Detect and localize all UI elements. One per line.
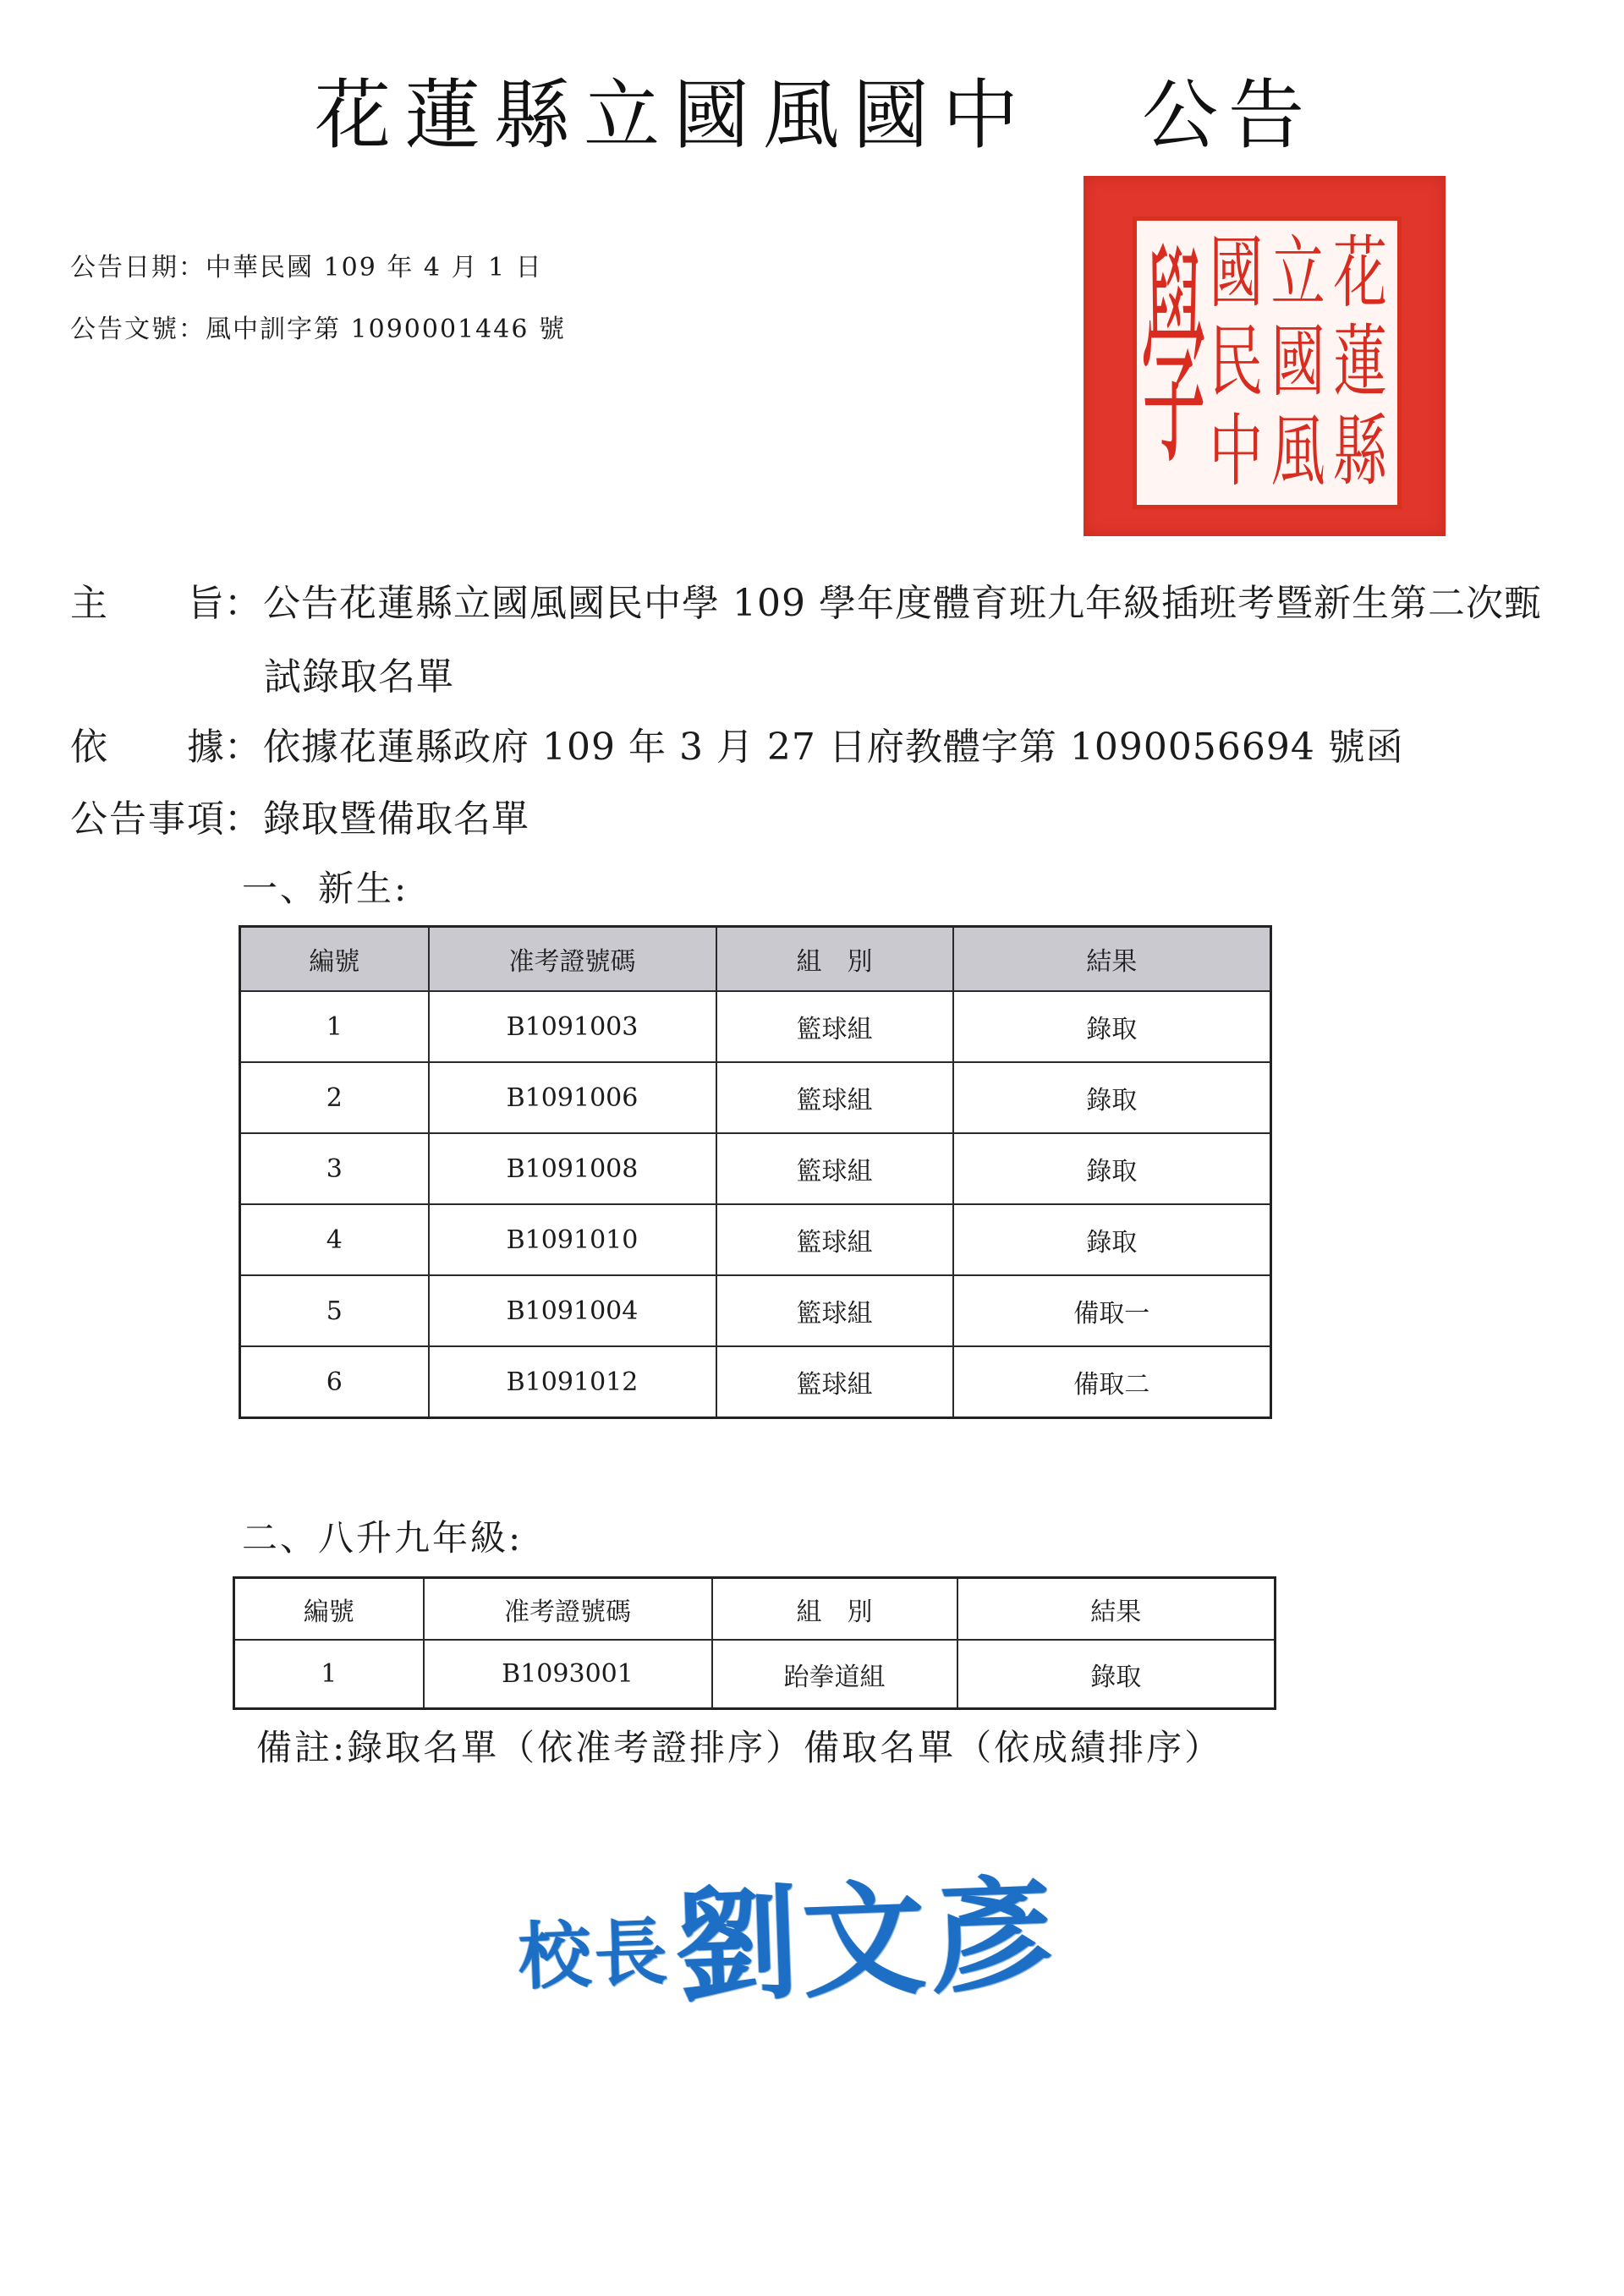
new-students-table [239,925,1272,1419]
cell-group: 籃球組 [716,991,953,1062]
cell-number: 2 [240,1062,429,1133]
matters-text: 錄取暨備取名單 [263,797,529,841]
header-number: 編號 [240,927,429,992]
seal-char: 中 [1209,406,1264,498]
subject-text-line1: 公告花蓮縣立國風國民中學 109 學年度體育班九年級插班考暨新生第二次甄 [263,582,1542,625]
seal-char: 立 [1270,227,1325,320]
announcement-date-label: 公告日期： [70,253,206,282]
cell-number: 4 [240,1204,429,1275]
table-row [240,1133,1271,1204]
seal-char: 縣 [1332,406,1387,498]
principal-signature-stamp [515,1848,1058,2019]
cell-ticket-number: B1091010 [429,1204,716,1275]
header-group: 組 別 [712,1578,957,1641]
cell-result: 錄取 [953,1133,1271,1204]
announcement-reference-number [70,317,566,342]
seal-char: 風 [1270,406,1325,498]
cell-result: 錄取 [953,1062,1271,1133]
cell-number: 5 [240,1275,429,1346]
cell-ticket-number: B1091006 [429,1062,716,1133]
cell-number: 1 [240,991,429,1062]
cell-group: 籃球組 [716,1204,953,1275]
cell-result: 備取二 [953,1346,1271,1418]
seal-char: 國 [1209,227,1264,320]
table-header-row [234,1578,1276,1641]
header-number: 編號 [234,1578,424,1641]
header-group: 組 別 [716,927,953,992]
table-row [240,1275,1271,1346]
basis-colon: ： [224,726,262,769]
header-ticket-number: 准考證號碼 [424,1578,712,1641]
table-row [240,1346,1271,1418]
subject-colon: ： [224,582,262,625]
grade-eight-to-nine-table [233,1576,1276,1710]
section-heading-grade-eight-to-nine: 二、八升九年級: [242,1517,524,1559]
cell-ticket-number: B1091003 [429,991,716,1062]
cell-group: 跆拳道組 [712,1640,957,1709]
table-row [240,1062,1271,1133]
announcement-school-name: 花蓮縣立國風國中 [315,71,1032,160]
seal-text-area [1133,216,1402,509]
announcement-date-value: 中華民國 109 年 4 月 1 日 [206,253,543,282]
header-result: 結果 [957,1578,1276,1641]
cell-number: 1 [234,1640,424,1709]
reference-number-label: 公告文號： [70,315,206,344]
cell-group: 籃球組 [716,1133,953,1204]
seal-char: 花 [1332,227,1387,320]
cell-ticket-number: B1093001 [424,1640,712,1709]
cell-ticket-number: B1091008 [429,1133,716,1204]
matters-colon: ： [224,797,262,841]
cell-number: 6 [240,1346,429,1418]
cell-group: 籃球組 [716,1346,953,1418]
basis-row [70,726,1404,769]
subject-text-line2: 試錄取名單 [264,655,454,699]
remarks-note: 備註:錄取名單（依准考證排序）備取名單（依成績排序） [256,1727,1223,1768]
cell-group: 籃球組 [716,1062,953,1133]
seal-column [1330,229,1391,496]
cell-result: 備取一 [953,1275,1271,1346]
announcement-date [70,255,543,281]
cell-ticket-number: B1091012 [429,1346,716,1418]
basis-text: 依據花蓮縣政府 109 年 3 月 27 日府教體字第 1090056694 號函 [263,726,1404,769]
seal-char: 民 [1209,317,1264,408]
subject-row [70,582,1542,625]
table-row [240,991,1271,1062]
cell-number: 3 [240,1133,429,1204]
matters-row [70,797,529,841]
cell-group: 籃球組 [716,1275,953,1346]
seal-column [1205,229,1266,496]
header-ticket-number: 准考證號碼 [429,927,716,992]
seal-char: 學 [1141,226,1208,500]
table-row [234,1640,1276,1709]
matters-label: 公告事項 [70,797,224,841]
subject-label: 主旨 [70,582,224,625]
announcement-title-word: 公告 [1142,71,1314,160]
seal-column [1268,229,1329,496]
signature-name: 劉文彥 [672,1861,1059,2020]
header-result: 結果 [953,927,1271,992]
seal-char: 國 [1270,317,1325,408]
cell-result: 錄取 [953,1204,1271,1275]
seal-char: 蓮 [1332,317,1387,408]
table-header-row [240,927,1271,992]
section-heading-new-students: 一、新生: [242,868,409,909]
school-seal [1084,176,1446,536]
reference-number-value: 風中訓字第 1090001446 號 [206,315,566,344]
cell-result: 錄取 [953,991,1271,1062]
cell-result: 錄取 [957,1640,1276,1709]
cell-ticket-number: B1091004 [429,1275,716,1346]
basis-label: 依據 [70,726,224,769]
signature-title: 校長 [517,1909,672,2001]
seal-column [1141,226,1208,500]
table-row [240,1204,1271,1275]
